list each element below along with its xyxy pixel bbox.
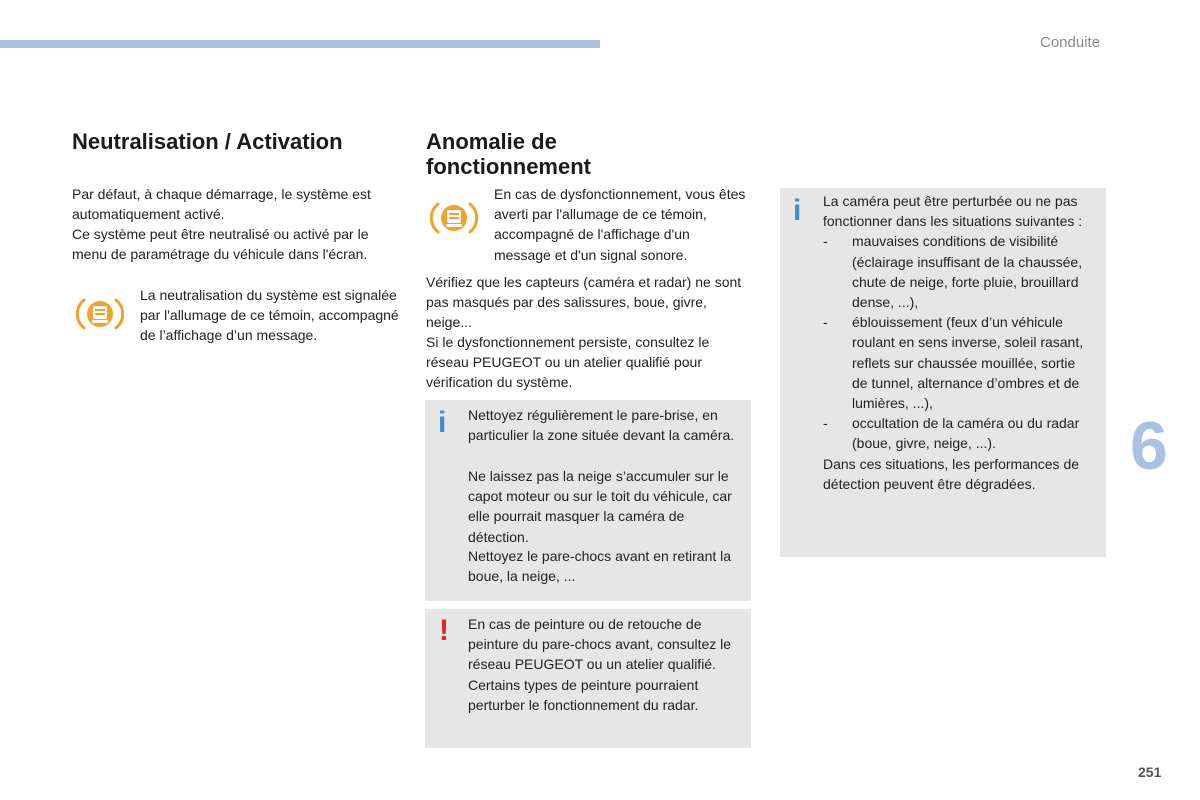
info-box-cleaning [425, 400, 751, 601]
list-item [823, 413, 1093, 453]
warning-lamp-icon [76, 294, 124, 334]
col2-paragraph-1: Vérifiez que les capteurs (caméra et radar) ne sont pas masqués par des salissures, boue, givre, neige... [426, 274, 742, 331]
info-box-text-1: Nettoyez régulièrement le pare-brise, en particulier la zone située devant la caméra. [468, 407, 735, 444]
col1-paragraph-2: Ce système peut être neutralisé ou activé par le menu de paramétrage du véhicule dans l'écran. [72, 226, 369, 263]
list-item-text: éblouissement (feux d’un véhicule roulant en sens inverse, soleil rasant, reflets sur chaussée mouillée, sortie de tunnel, alternance d’ombres et de lumières, ...), [852, 314, 1084, 412]
info-box-camera [780, 188, 1106, 557]
list-dash: - [823, 233, 828, 250]
info-box-text-3: Nettoyez le pare-chocs avant en retirant la boue, la neige, ... [468, 548, 732, 585]
col1-paragraph-1: Par défaut, à chaque démarrage, le système est automatiquement activé. [72, 186, 371, 223]
list-item [823, 231, 1093, 312]
header-accent-bar [0, 40, 600, 48]
col1-icon-text: La neutralisation du système est signalée par l'allumage de ce témoin, accompagné de l’affichage d’un message. [140, 287, 399, 344]
info-icon: i [793, 194, 802, 227]
warning-box-paint [425, 609, 751, 748]
list-item-text: occultation de la caméra ou du radar (boue, givre, neige, ...). [852, 415, 1080, 452]
section-label: Conduite [1040, 34, 1101, 51]
col2-icon-text: En cas de dysfonctionnement, vous êtes averti par l'allumage de ce témoin, accompagné de l'affichage d'un message et d'un signal sonore. [494, 186, 746, 263]
camera-info-content [823, 191, 1093, 494]
list-item-text: mauvaises conditions de visibilité (éclairage insuffisant de la chaussée, chute de neige, forte pluie, brouillard dense, ...), [852, 233, 1083, 311]
warning-lamp-icon [430, 198, 478, 238]
col2-title: Anomalie de fonctionnement [426, 129, 591, 179]
chapter-number: 6 [1130, 408, 1168, 484]
list-dash: - [823, 415, 828, 432]
info-icon: i [438, 406, 447, 439]
camera-info-intro: La caméra peut être perturbée ou ne pas fonctionner dans les situations suivantes : [823, 193, 1083, 230]
info-box-text-2: Ne laissez pas la neige s’accumuler sur le capot moteur ou sur le toit du véhicule, car elle pourrait masquer la caméra de détection. [468, 468, 732, 545]
warning-box-text: En cas de peinture ou de retouche de peinture du pare-chocs avant, consultez le réseau PEUGEOT ou un atelier qualifié. Certains types de peinture pourraient perturber le fonctionnement du radar. [468, 616, 732, 713]
page-number: 251 [1138, 764, 1162, 780]
camera-info-outro: Dans ces situations, les performances de détection peuvent être dégradées. [823, 455, 1080, 492]
exclamation-icon: ! [439, 614, 449, 647]
list-dash: - [823, 314, 828, 331]
col1-title: Neutralisation / Activation [72, 129, 343, 154]
col2-paragraph-2: Si le dysfonctionnement persiste, consultez le réseau PEUGEOT ou un atelier qualifié pour vérification du système. [426, 334, 710, 391]
list-item [823, 312, 1093, 413]
